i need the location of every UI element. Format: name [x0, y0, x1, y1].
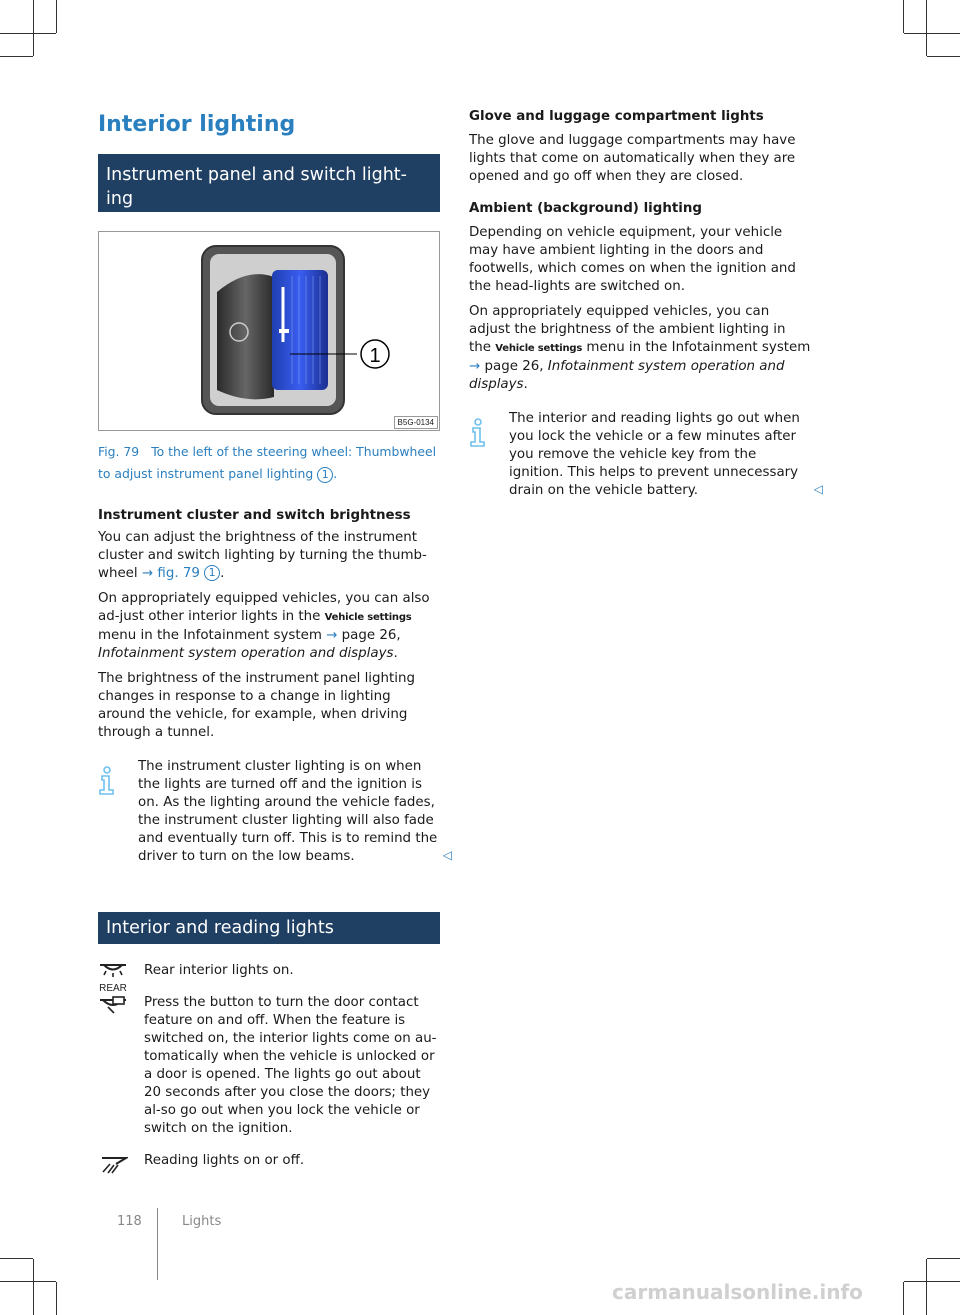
section-heading	[98, 912, 440, 944]
section-ref: Infotainment system operation and displays	[98, 646, 394, 661]
left-column	[98, 154, 452, 1184]
figure-link[interactable]: fig. 79	[157, 566, 200, 581]
symbol-text: Press the button to turn the door contact feature on and off. When the feature is switched on, the interior lights come on au-tomatically when the vehicle is unlocked or a door is opened. The lights go out about 20 seconds after you close the doors; they al-so go out when you lock the vehicle or switch on the ignition.	[144, 995, 437, 1136]
paragraph: On appropriately equipped vehicles, you can adjust the brightness of the ambient lighting in the Vehicle settings menu in the Infotainment system → page 26, Infotainment system operation and displays.	[469, 304, 811, 392]
arrow-icon: →	[141, 566, 154, 581]
right-column	[469, 108, 823, 500]
symbol-text: Rear interior lights on.	[144, 963, 294, 978]
subhead-ambient-lighting: Ambient (background) lighting	[469, 201, 702, 216]
crop-mark	[926, 0, 927, 56]
crop-mark	[903, 1282, 904, 1315]
section-ref: Infotainment system operation and displays	[469, 359, 785, 392]
page-link[interactable]: page 26,	[484, 359, 544, 374]
paragraph: Depending on vehicle equipment, your vehicle may have ambient lighting in the doors and footwells, which comes on when the ignition and the head-lights are switched on.	[469, 225, 796, 294]
crop-mark	[0, 1281, 56, 1282]
crop-mark	[33, 0, 34, 56]
section-heading-text: Interior and reading lights	[106, 918, 334, 938]
page-number: 118	[117, 1214, 142, 1229]
caption-ref: 1	[317, 467, 333, 483]
figure	[98, 231, 440, 431]
crop-mark	[0, 56, 33, 57]
caption-label: Fig. 79	[98, 444, 140, 459]
symbol-row	[98, 962, 440, 994]
page-title: Interior lighting	[98, 112, 296, 137]
crop-mark	[33, 1259, 34, 1315]
menu-name: Vehicle settings	[495, 343, 583, 354]
crop-mark	[0, 33, 56, 34]
symbol-row	[98, 994, 440, 1138]
arrow-icon: →	[469, 359, 481, 374]
crop-mark	[56, 0, 57, 33]
watermark: carmanualsonline.info	[612, 1280, 863, 1304]
crop-mark	[927, 56, 960, 57]
note-text: The interior and reading lights go out when you lock the vehicle or a few minutes after you remove the vehicle key from the ignition. This helps to prevent unnecessary drain on the vehicle battery.	[509, 411, 800, 498]
svg-text:REAR: REAR	[99, 983, 127, 994]
rear-interior-light-icon	[98, 962, 128, 994]
reading-light-icon	[98, 1152, 128, 1184]
note	[98, 758, 452, 866]
subhead-glove-lights: Glove and luggage compartment lights	[469, 109, 764, 124]
arrow-icon: →	[326, 628, 338, 643]
info-icon	[98, 766, 116, 796]
caption-text: To the left of the steering wheel: Thumbwheel to adjust instrument panel lighting	[98, 444, 437, 481]
paragraph: You can adjust the brightness of the instrument cluster and switch lighting by turning the thumb-wheel → fig. 79 1 .	[98, 530, 427, 581]
info-icon	[469, 418, 487, 448]
crop-mark	[56, 1282, 57, 1315]
symbol-text: Reading lights on or off.	[144, 1153, 305, 1168]
crop-mark	[927, 1258, 960, 1259]
crop-mark	[903, 0, 904, 33]
thumbwheel-illustration	[99, 232, 439, 430]
crop-mark	[904, 33, 960, 34]
crop-mark	[926, 1259, 927, 1315]
crop-mark	[904, 1281, 960, 1282]
subhead-brightness: Instrument cluster and switch brightness	[98, 508, 411, 523]
page-link[interactable]: page 26,	[341, 628, 401, 643]
footer-divider	[157, 1208, 158, 1280]
figure-code: B5G-0134	[394, 416, 438, 429]
callout-ref: 1	[204, 565, 220, 581]
chapter-label: Lights	[182, 1214, 222, 1229]
figure-caption: Fig. 79 To the left of the steering wheel: Thumbwheel to adjust instrument panel lighting 1 .	[98, 444, 437, 481]
paragraph: On appropriately equipped vehicles, you can also ad-just other interior lights in the Vehicle settings menu in the Infotainment system → page 26, Infotainment system operation and displays.	[98, 591, 430, 661]
end-marker-icon: ◁	[813, 482, 823, 496]
callout-number: 1	[369, 345, 381, 367]
crop-mark	[0, 1258, 33, 1259]
section-heading-text: Instrument panel and switch light-ing	[106, 165, 407, 209]
door-contact-icon	[98, 994, 128, 1026]
paragraph: The brightness of the instrument panel lighting changes in response to a change in lighting around the vehicle, for example, when driving through a tunnel.	[98, 671, 415, 740]
paragraph: The glove and luggage compartments may have lights that come on automatically when they are opened and go off when they are closed.	[469, 133, 796, 184]
section-heading	[98, 154, 440, 212]
symbol-row	[98, 1152, 440, 1170]
menu-name: Vehicle settings	[324, 612, 412, 623]
note-text: The instrument cluster lighting is on when the lights are turned off and the ignition is on. As the lighting around the vehicle fades, the instrument cluster lighting will also fade and eventually turn off. This is to remind the driver to turn on the low beams.	[138, 759, 438, 864]
end-marker-icon: ◁	[442, 848, 452, 862]
note	[469, 410, 823, 500]
